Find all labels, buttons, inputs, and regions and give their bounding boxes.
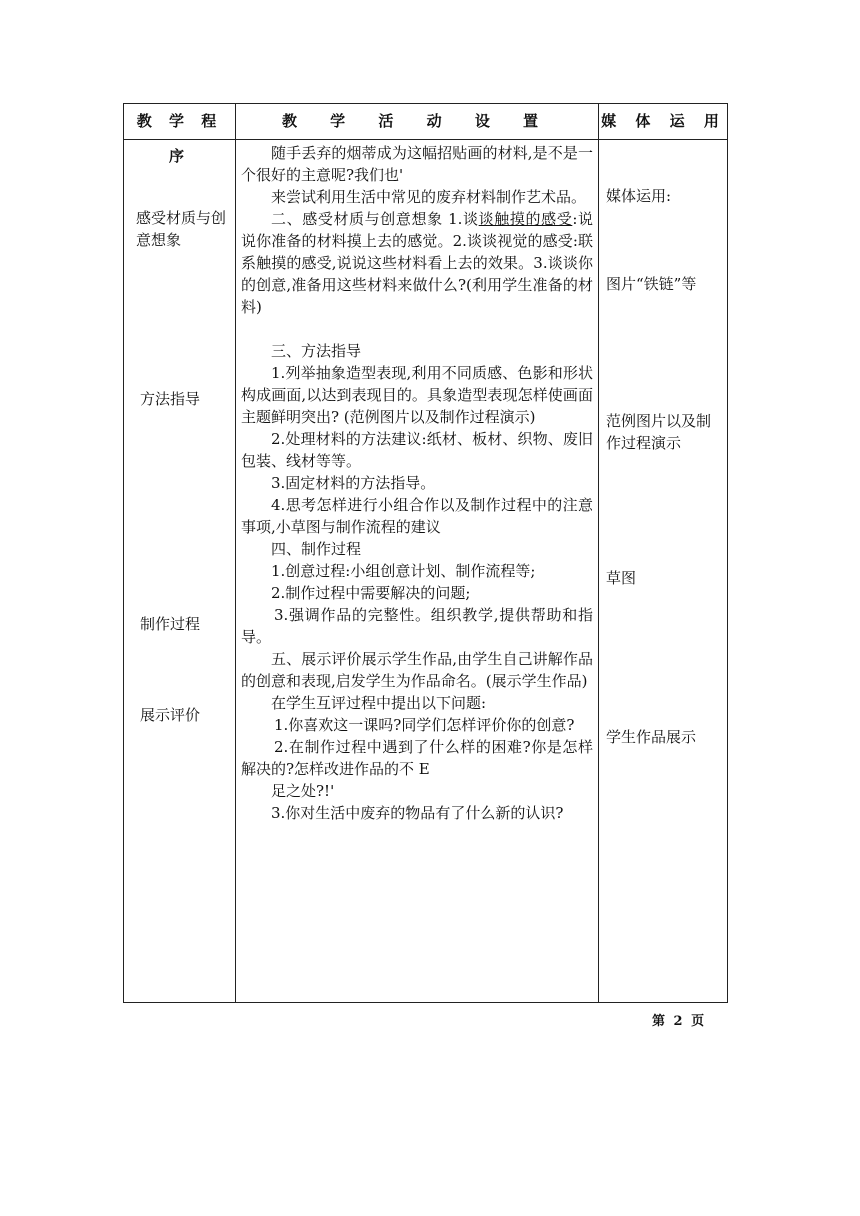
activity-paragraph: 随手丢弃的烟蒂成为这幅招贴画的材料,是不是一个很好的主意呢?我们也' xyxy=(241,144,593,184)
activity-paragraph: 3.固定材料的方法指导。 xyxy=(271,474,436,492)
activity-heading: 四、制作过程 xyxy=(271,540,362,558)
media-item: 范例图片以及制作过程演示 xyxy=(606,412,712,452)
activity-paragraph: 1.列举抽象造型表现,利用不同质感、色影和形状构成画面,以达到表现目的。具象造型表现怎样使画面主题鲜明突出? (范例图片以及制作过程演示) xyxy=(241,364,593,426)
activity-heading: 三、方法指导 xyxy=(271,342,362,360)
activity-paragraph: 3.强调作品的完整性。组织教学,提供帮助和指导。 xyxy=(241,606,593,646)
activity-paragraph: 五、展示评价展示学生作品,由学生自己讲解作品的创意和表现,启发学生为作品命名。(展示学生作品) xyxy=(241,650,593,690)
header-teaching-procedure: 教 学 程 序 xyxy=(136,112,223,165)
media-item: 草图 xyxy=(606,569,637,587)
media-item: 学生作品展示 xyxy=(606,728,697,746)
stage-label-display: 展示评价 xyxy=(140,706,201,724)
stage-label-material-feeling: 感受材质与创意想象 xyxy=(136,209,227,249)
media-item: 媒体运用: xyxy=(606,187,672,205)
column-divider xyxy=(598,104,599,1002)
activity-paragraph: 二、感受材质与创意想象 1.谈谈触摸的感受:说说你准备的材料摸上去的感觉。2.谈谈视觉的感受:联系触摸的感受,说说这些材料看上去的效果。3.谈谈你的创意,准备用这些材料来做什么?(利用学生准备的材料) xyxy=(241,210,593,316)
activity-paragraph: 2.在制作过程中遇到了什么样的困难?你是怎样解决的?怎样改进作品的不 E xyxy=(241,738,593,778)
activity-paragraph: 足之处?!' xyxy=(271,782,335,800)
header-teaching-activities: 教 学 活 动 设 置 xyxy=(281,112,553,130)
activities-cell xyxy=(236,140,598,824)
media-item: 图片“铁链”等 xyxy=(606,275,697,293)
lesson-plan-table xyxy=(123,103,728,1003)
underlined-phrase: 谈触摸的感受 xyxy=(478,210,573,228)
page-number: 第 2 页 xyxy=(652,1014,707,1029)
activity-paragraph: 1.创意过程:小组创意计划、制作流程等; xyxy=(271,562,536,580)
stage-label-production: 制作过程 xyxy=(140,615,201,633)
activity-paragraph: 在学生互评过程中提出以下问题: xyxy=(271,694,487,712)
activity-paragraph: 2.处理材料的方法建议:纸材、板材、织物、废旧包装、线材等等。 xyxy=(241,430,593,470)
activity-paragraph: 来尝试利用生活中常见的废弃材料制作艺术品。 xyxy=(271,188,587,206)
activity-paragraph: 2.制作过程中需要解决的问题; xyxy=(271,584,471,602)
activity-paragraph: 4.思考怎样进行小组合作以及制作过程中的注意事项,小草图与制作流程的建议 xyxy=(241,496,593,536)
stage-label-method: 方法指导 xyxy=(140,390,201,408)
header-media-use: 媒 体 运 用 xyxy=(601,112,726,130)
activity-paragraph: 1.你喜欢这一课吗?同学们怎样评价你的创意? xyxy=(274,716,575,734)
activity-paragraph: 3.你对生活中废弃的物品有了什么新的认识? xyxy=(271,804,564,822)
